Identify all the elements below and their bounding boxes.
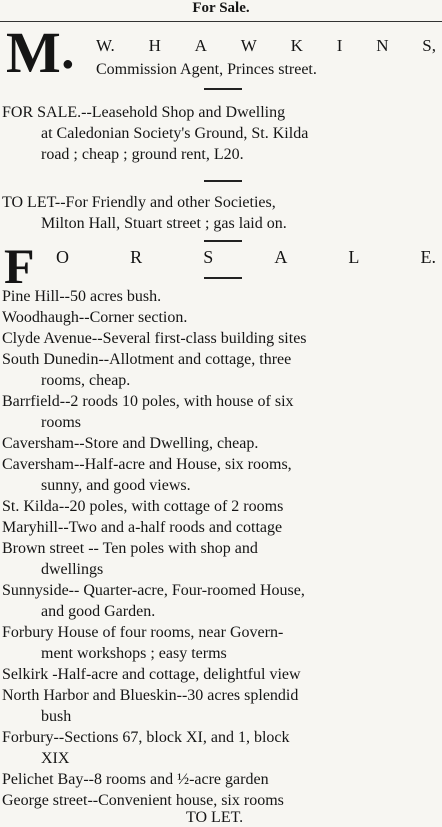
listing-line: bush: [41, 708, 72, 725]
listing-line: Pine Hill--50 acres bush.: [2, 288, 162, 305]
banner-letter: R: [130, 247, 143, 267]
notice-to-let-line1: TO LET--For Friendly and other Societies,: [2, 194, 276, 211]
notice-for-sale-line1: FOR SALE.--Leasehold Shop and Dwelling: [2, 104, 286, 121]
for-sale-banner: [56, 247, 436, 267]
listing-line: ment workshops ; easy terms: [41, 645, 227, 662]
notice-for-sale-line2: at Caledonian Society's Ground, St. Kilda: [41, 125, 309, 142]
hawkins-subtitle: Commission Agent, Princes street.: [96, 61, 317, 78]
listing-line: sunny, and good views.: [41, 477, 191, 494]
banner-letter: A: [274, 247, 288, 267]
listing-line: South Dunedin--Allotment and cottage, three: [2, 351, 292, 368]
name-letter: S,: [422, 36, 436, 55]
banner-letter: S: [203, 247, 214, 267]
section-rule: [204, 180, 242, 182]
hawkins-name: [96, 36, 436, 56]
heading-rule: [0, 21, 442, 22]
name-letter: K: [290, 36, 303, 55]
listing-line: Sunnyside-- Quarter-acre, Four-roomed House,: [2, 582, 305, 599]
listing-line: and good Garden.: [41, 603, 156, 620]
listing-line: Maryhill--Two and a-half roods and cottage: [2, 519, 283, 536]
listing-line: Pelichet Bay--8 rooms and ½-acre garden: [2, 771, 269, 788]
listing-line: George street--Convenient house, six rooms: [2, 792, 284, 809]
listing-line: Caversham--Half-acre and House, six rooms,: [2, 456, 292, 473]
listing-line: dwellings: [41, 561, 104, 578]
name-letter: A: [194, 36, 207, 55]
page-heading: For Sale.: [192, 0, 250, 16]
name-letter: I: [336, 36, 343, 55]
hawkins-initial: M ●: [6, 20, 73, 85]
listing-line: Barrfield--2 roods 10 poles, with house of six: [2, 393, 294, 410]
listing-line: Caversham--Store and Dwelling, cheap.: [2, 435, 259, 452]
listing-line: XIX: [41, 750, 70, 767]
footer-to-let: TO LET.: [186, 809, 244, 826]
listing-line: rooms, cheap.: [41, 372, 131, 389]
listing-line: Brown street -- Ten poles with shop and: [2, 540, 258, 557]
name-letter: H: [148, 36, 161, 55]
name-letter: N: [376, 36, 389, 55]
listing-line: Clyde Avenue--Several first-class building sites: [2, 330, 307, 347]
section-rule: [204, 240, 242, 242]
name-letter: W.: [96, 36, 115, 55]
section-rule: [204, 88, 242, 90]
for-sale-initial: F: [4, 238, 35, 294]
listing-line: St. Kilda--20 poles, with cottage of 2 rooms: [2, 498, 284, 515]
section-rule: [204, 277, 242, 279]
notice-for-sale-line3: road ; cheap ; ground rent, L20.: [41, 146, 244, 163]
listing-line: Forbury House of four rooms, near Govern-: [2, 624, 284, 641]
listing-line: rooms: [41, 414, 81, 431]
listing-line: Forbury--Sections 67, block XI, and 1, block: [2, 729, 290, 746]
notice-to-let-line2: Milton Hall, Stuart street ; gas laid on.: [41, 215, 287, 232]
name-letter: W: [240, 36, 257, 55]
listing-line: Selkirk -Half-acre and cottage, delightful view: [2, 666, 301, 683]
banner-letter: E.: [420, 247, 436, 267]
listing-line: Woodhaugh--Corner section.: [2, 309, 188, 326]
banner-letter: L: [348, 247, 360, 267]
banner-letter: O: [56, 247, 69, 267]
listing-line: North Harbor and Blueskin--30 acres splendid: [2, 687, 299, 704]
